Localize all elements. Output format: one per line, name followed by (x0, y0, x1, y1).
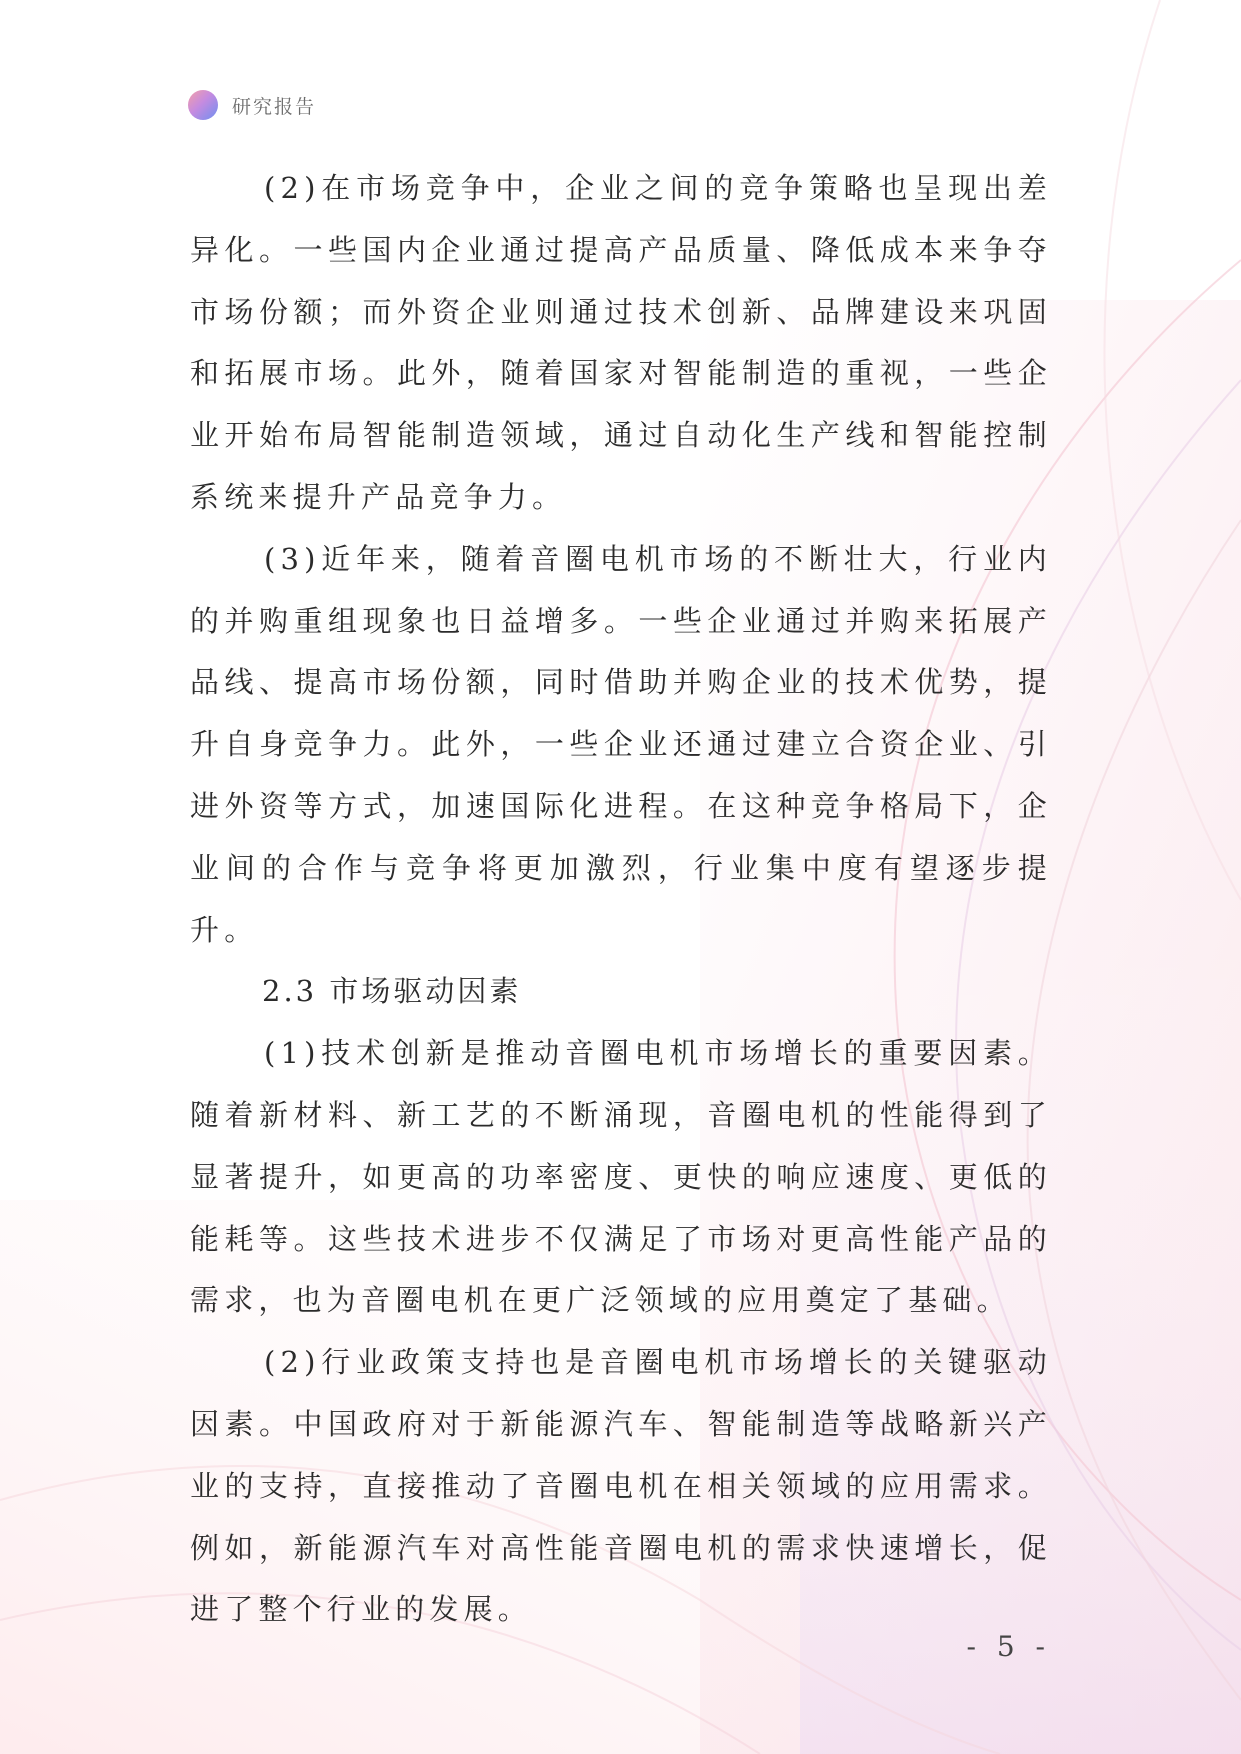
report-header (188, 90, 316, 120)
section-heading: 2.3 市场驱动因素 (262, 974, 522, 1009)
paragraph-technology-innovation: (1)技术创新是推动音圈电机市场增长的重要因素。随着新材料、新工艺的不断涌现，音圈电机的性能得到了显著提升，如更高的功率密度、更快的响应速度、更低的能耗等。这些技术进步不仅满足了市场对更高性能产品的需求，也为音圈电机在更广泛领域的应用奠定了基础。 (190, 1036, 1052, 1318)
paragraph-policy-support: (2)行业政策支持也是音圈电机市场增长的关键驱动因素。中国政府对于新能源汽车、智能制造等战略新兴产业的支持，直接推动了音圈电机在相关领域的应用需求。例如，新能源汽车对高性能音圈电机的需求快速增长，促进了整个行业的发展。 (190, 1345, 1052, 1627)
report-logo-icon (188, 90, 218, 120)
report-header-title: 研究报告 (232, 95, 317, 118)
document-body (190, 158, 1052, 1641)
page-number: - 5 - (966, 1630, 1051, 1663)
paragraph-mergers-acquisitions: (3)近年来，随着音圈电机市场的不断壮大，行业内的并购重组现象也日益增多。一些企业通过并购来拓展产品线、提高市场份额，同时借助并购企业的技术优势，提升自身竞争力。此外，一些企业还通过建立合资企业、引进外资等方式，加速国际化进程。在这种竞争格局下，企业间的合作与竞争将更加激烈，行业集中度有望逐步提升。 (190, 541, 1052, 947)
paragraph-competition-strategy: (2)在市场竞争中，企业之间的竞争策略也呈现出差异化。一些国内企业通过提高产品质量、降低成本来争夺市场份额；而外资企业则通过技术创新、品牌建设来巩固和拓展市场。此外，随着国家对智能制造的重视，一些企业开始布局智能制造领域，通过自动化生产线和智能控制系统来提升产品竞争力。 (190, 171, 1052, 514)
